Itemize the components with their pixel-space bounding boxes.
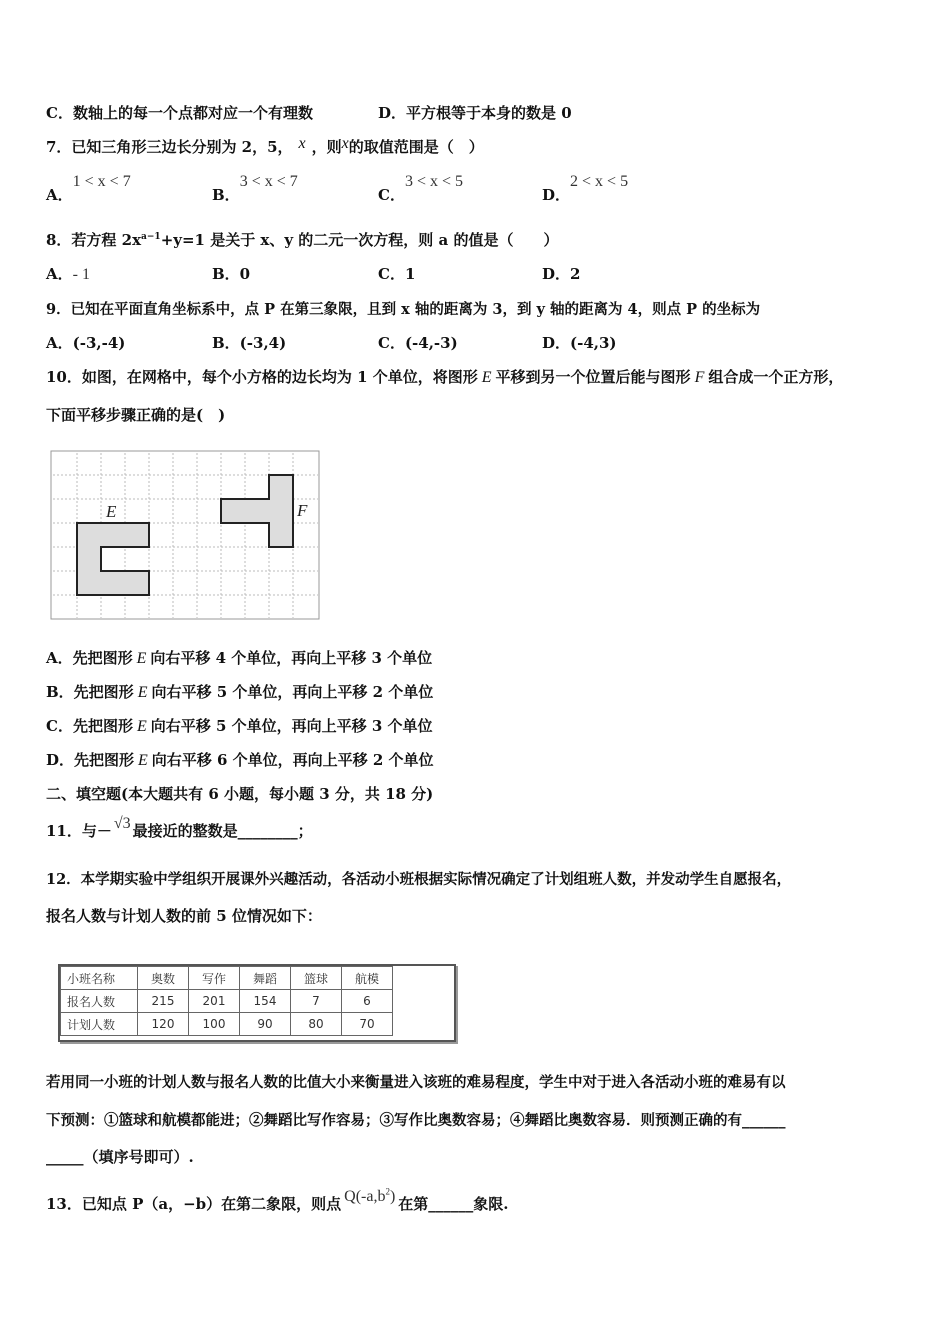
q9-option-c: C．(-4,-3) bbox=[378, 334, 458, 352]
q9-option-a: A．(-3,-4) bbox=[46, 334, 126, 352]
q10-option-a: A．先把图形 E 向右平移 4 个单位，再向上平移 3 个单位 bbox=[46, 649, 433, 667]
q7-stem: 7．已知三角形三边长分别为 2，5， x ，则x的取值范围是（ ） bbox=[46, 135, 484, 156]
q8-option-c: C．1 bbox=[378, 265, 416, 283]
q12-text-line1: 若用同一小班的计划人数与报名人数的比值大小来衡量进入该班的难易程度，学生中对于进入各活动小班的难易有以 bbox=[46, 1074, 786, 1091]
table-cell: 215 bbox=[138, 990, 189, 1013]
q9-option-b: B．(-3,4) bbox=[212, 334, 287, 352]
q12-table bbox=[60, 966, 393, 1036]
q12-text-line2: 下预测：①篮球和航模都能进；②舞蹈比写作容易；③写作比奥数容易；④舞蹈比奥数容易．则预测正确的有______ bbox=[46, 1112, 786, 1129]
q8-stem: 8．若方程 $2x^{a-1}+y=1$ 是关于 x、y 的二元一次方程，则 a 的值是（ ） bbox=[46, 231, 559, 249]
q8-option-b: B．0 bbox=[212, 265, 251, 283]
table-cell: 154 bbox=[240, 990, 291, 1013]
q9-stem: 9．已知在平面直角坐标系中，点 P 在第三象限，且到 x 轴的距离为 3，到 y 轴的距离为 4，则点 P 的坐标为 bbox=[46, 301, 761, 318]
label-e: E bbox=[106, 502, 117, 521]
q7-option-a: A．1 < x < 7 bbox=[46, 173, 131, 204]
table-cell: 70 bbox=[342, 1013, 393, 1036]
table-cell: 奥数 bbox=[138, 967, 189, 990]
table-cell: 计划人数 bbox=[61, 1013, 138, 1036]
table-cell: 80 bbox=[291, 1013, 342, 1036]
table-cell: 写作 bbox=[189, 967, 240, 990]
table-cell: 90 bbox=[240, 1013, 291, 1036]
table-cell: 报名人数 bbox=[61, 990, 138, 1013]
table-cell: 100 bbox=[189, 1013, 240, 1036]
table-cell: 7 bbox=[291, 990, 342, 1013]
q8-option-a: A．- 1 bbox=[46, 265, 90, 283]
q13-stem: 13．已知点 P（a，−b）在第二象限，则点 $Q(-a,b^2)$ 在第______象限. bbox=[46, 1186, 509, 1213]
q6-option-c: C．数轴上的每一个点都对应一个有理数 bbox=[46, 104, 313, 122]
q10-option-b: B．先把图形 E 向右平移 5 个单位，再向上平移 2 个单位 bbox=[46, 683, 434, 701]
q11-stem: 11．与－ √3 最接近的整数是________； bbox=[46, 815, 313, 840]
table-cell: 小班名称 bbox=[61, 967, 138, 990]
q10-stem: 10．如图，在网格中，每个小方格的边长均为 1 个单位，将图形 E 平移到另一个位置后能与图形 F 组合成一个正方形， bbox=[46, 368, 844, 386]
table-row bbox=[61, 990, 393, 1013]
q6-option-d: D．平方根等于本身的数是 0 bbox=[378, 104, 572, 122]
table-cell: 120 bbox=[138, 1013, 189, 1036]
q10-option-c: C．先把图形 E 向右平移 5 个单位，再向上平移 3 个单位 bbox=[46, 717, 433, 735]
q7-option-b: B．3 < x < 7 bbox=[212, 173, 298, 204]
q9-option-d: D．(-4,3) bbox=[542, 334, 617, 352]
section-2-heading: 二、填空题(本大题共有 6 小题，每小题 3 分，共 18 分) bbox=[46, 785, 434, 803]
table-cell: 201 bbox=[189, 990, 240, 1013]
q12-text-line3: _____（填序号即可）. bbox=[46, 1148, 194, 1166]
table-row bbox=[61, 967, 393, 990]
table-cell: 篮球 bbox=[291, 967, 342, 990]
label-f: F bbox=[297, 501, 308, 520]
table-cell: 舞蹈 bbox=[240, 967, 291, 990]
q8-option-d: D．2 bbox=[542, 265, 581, 283]
table-cell: 6 bbox=[342, 990, 393, 1013]
q10-stem-line2: 下面平移步骤正确的是( ) bbox=[46, 406, 226, 424]
q10-grid-figure bbox=[50, 450, 322, 622]
table-row bbox=[61, 1013, 393, 1036]
table-cell: 航模 bbox=[342, 967, 393, 990]
q12-stem-line1: 12．本学期实验中学组织开展课外兴趣活动，各活动小班根据实际情况确定了计划组班人数，并发动学生自愿报名， bbox=[46, 871, 792, 888]
q10-option-d: D．先把图形 E 向右平移 6 个单位，再向上平移 2 个单位 bbox=[46, 751, 434, 769]
q12-stem-line2: 报名人数与计划人数的前 5 位情况如下： bbox=[46, 907, 322, 925]
q7-option-d: D．2 < x < 5 bbox=[542, 173, 629, 204]
q7-option-c: C．3 < x < 5 bbox=[378, 173, 463, 204]
